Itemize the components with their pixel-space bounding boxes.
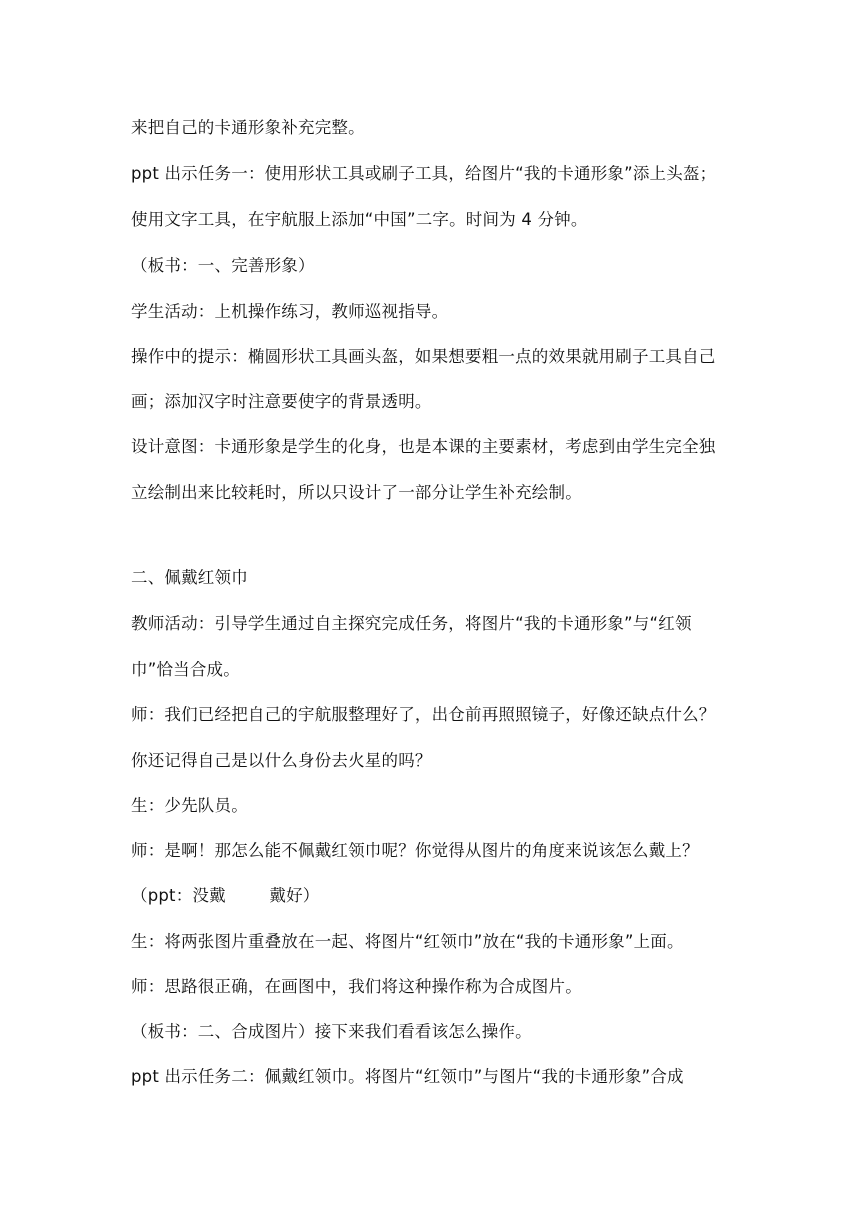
text-line: 立绘制出来比较耗时，所以只设计了一部分让学生补充绘制。	[131, 483, 582, 502]
text-line: 学生活动：上机操作练习，教师巡视指导。	[131, 302, 449, 321]
text-line: 操作中的提示：椭圆形状工具画头盔，如果想要粗一点的效果就用刷子工具自己	[131, 347, 716, 366]
text-line: 来把自己的卡通形象补充完整。	[131, 118, 365, 137]
text-line: 生：少先队员。	[131, 796, 248, 815]
text-line: 使用文字工具，在宇航服上添加“中国”二字。时间为 4 分钟。	[131, 210, 588, 229]
text-line: 你还记得自己是以什么身份去火星的吗？	[131, 751, 432, 770]
text-line: 教师活动：引导学生通过自主探究完成任务，将图片“我的卡通形象”与“红领	[131, 614, 692, 633]
text-line: ppt 出示任务一：使用形状工具或刷子工具，给图片“我的卡通形象”添上头盔；	[131, 164, 717, 183]
text-line: （板书：一、完善形象）	[131, 256, 315, 275]
text-line: （ppt：没戴 戴好）	[131, 886, 320, 905]
text-line: 巾”恰当合成。	[131, 660, 240, 679]
text-line: ppt 出示任务二：佩戴红领巾。将图片“红领巾”与图片“我的卡通形象”合成	[131, 1067, 684, 1086]
text-line: 师：是啊！那怎么能不佩戴红领巾呢？你觉得从图片的角度来说该怎么戴上？	[131, 841, 699, 860]
text-line: 设计意图：卡通形象是学生的化身，也是本课的主要素材，考虑到由学生完全独	[131, 437, 716, 456]
text-line: 师：我们已经把自己的宇航服整理好了，出仓前再照照镜子，好像还缺点什么？	[131, 705, 716, 724]
text-line: 师：思路很正确，在画图中，我们将这种操作称为合成图片。	[131, 977, 582, 996]
text-line: （板书：二、合成图片）接下来我们看看该怎么操作。	[131, 1022, 532, 1041]
text-line: 画；添加汉字时注意要使字的背景透明。	[131, 392, 432, 411]
section-heading: 二、佩戴红领巾	[131, 568, 248, 587]
text-line: 生：将两张图片重叠放在一起、将图片“红领巾”放在“我的卡通形象”上面。	[131, 932, 684, 951]
